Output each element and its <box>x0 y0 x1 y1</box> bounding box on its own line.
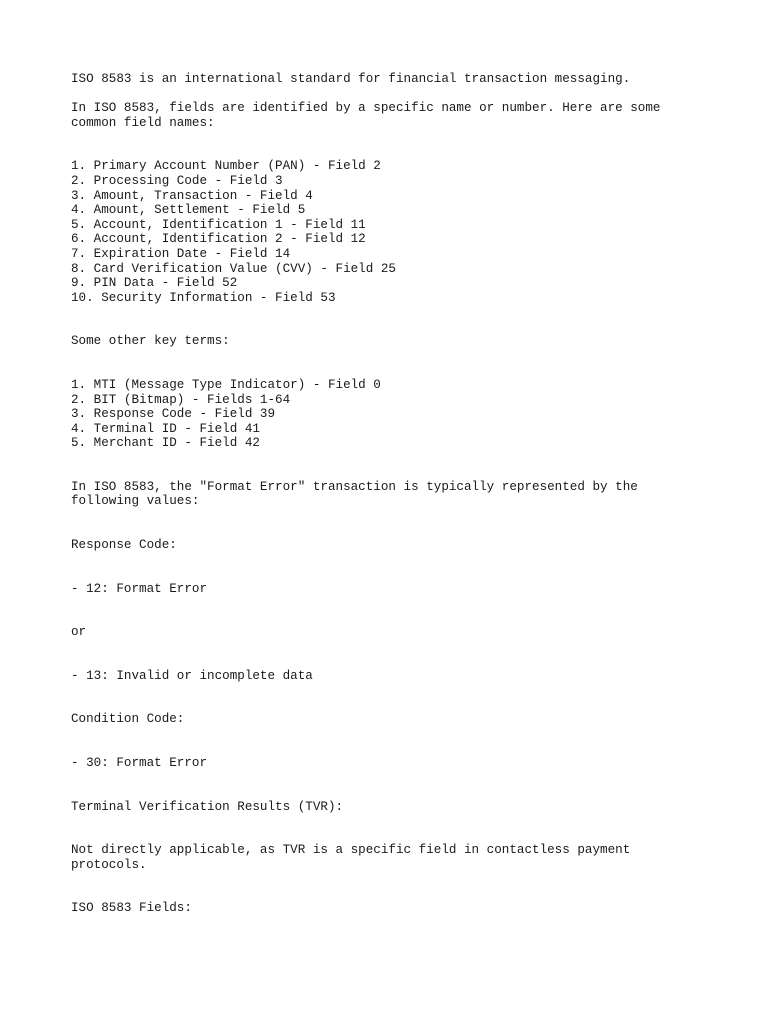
fields-intro-line-1: In ISO 8583, fields are identified by a specific name or number. Here are some <box>71 101 661 116</box>
tvr-text-line-1: Not directly applicable, as TVR is a specific field in contactless payment <box>71 843 631 858</box>
tvr-text-line-2: protocols. <box>71 857 147 872</box>
key-terms-list <box>71 378 701 451</box>
format-error-intro-line-1: In ISO 8583, the "Format Error" transaction is typically represented by the <box>71 479 638 494</box>
key-terms-heading: Some other key terms: <box>71 334 230 349</box>
list-item: 4. Terminal ID - Field 41 <box>71 421 260 436</box>
list-item: 7. Expiration Date - Field 14 <box>71 246 291 261</box>
list-item: 1. MTI (Message Type Indicator) - Field 0 <box>71 377 381 392</box>
list-item: 10. Security Information - Field 53 <box>71 290 336 305</box>
list-item: 9. PIN Data - Field 52 <box>71 276 238 291</box>
response-code-heading: Response Code: <box>71 538 177 553</box>
iso-fields-heading: ISO 8583 Fields: <box>71 901 192 916</box>
or-text: or <box>71 625 87 640</box>
fields-intro-line-2: common field names: <box>71 115 215 130</box>
response-code-12: - 12: Format Error <box>71 581 208 596</box>
list-item: 1. Primary Account Number (PAN) - Field 2 <box>71 159 381 174</box>
field-names-list <box>71 159 701 305</box>
list-item: 3. Response Code - Field 39 <box>71 407 276 422</box>
list-item: 2. BIT (Bitmap) - Fields 1-64 <box>71 392 291 407</box>
list-item: 5. Merchant ID - Field 42 <box>71 436 260 451</box>
format-error-intro-line-2: following values: <box>71 494 200 509</box>
condition-code-heading: Condition Code: <box>71 712 185 727</box>
list-item: 8. Card Verification Value (CVV) - Field 25 <box>71 261 396 276</box>
tvr-heading: Terminal Verification Results (TVR): <box>71 799 344 814</box>
list-item: 2. Processing Code - Field 3 <box>71 173 283 188</box>
document-body <box>71 72 701 916</box>
list-item: 3. Amount, Transaction - Field 4 <box>71 188 313 203</box>
intro-paragraph: ISO 8583 is an international standard for financial transaction messaging. <box>71 72 631 86</box>
list-item: 5. Account, Identification 1 - Field 11 <box>71 217 366 232</box>
response-code-13: - 13: Invalid or incomplete data <box>71 668 313 683</box>
list-item: 4. Amount, Settlement - Field 5 <box>71 203 306 218</box>
condition-code-30: - 30: Format Error <box>71 756 208 771</box>
list-item: 6. Account, Identification 2 - Field 12 <box>71 232 366 247</box>
